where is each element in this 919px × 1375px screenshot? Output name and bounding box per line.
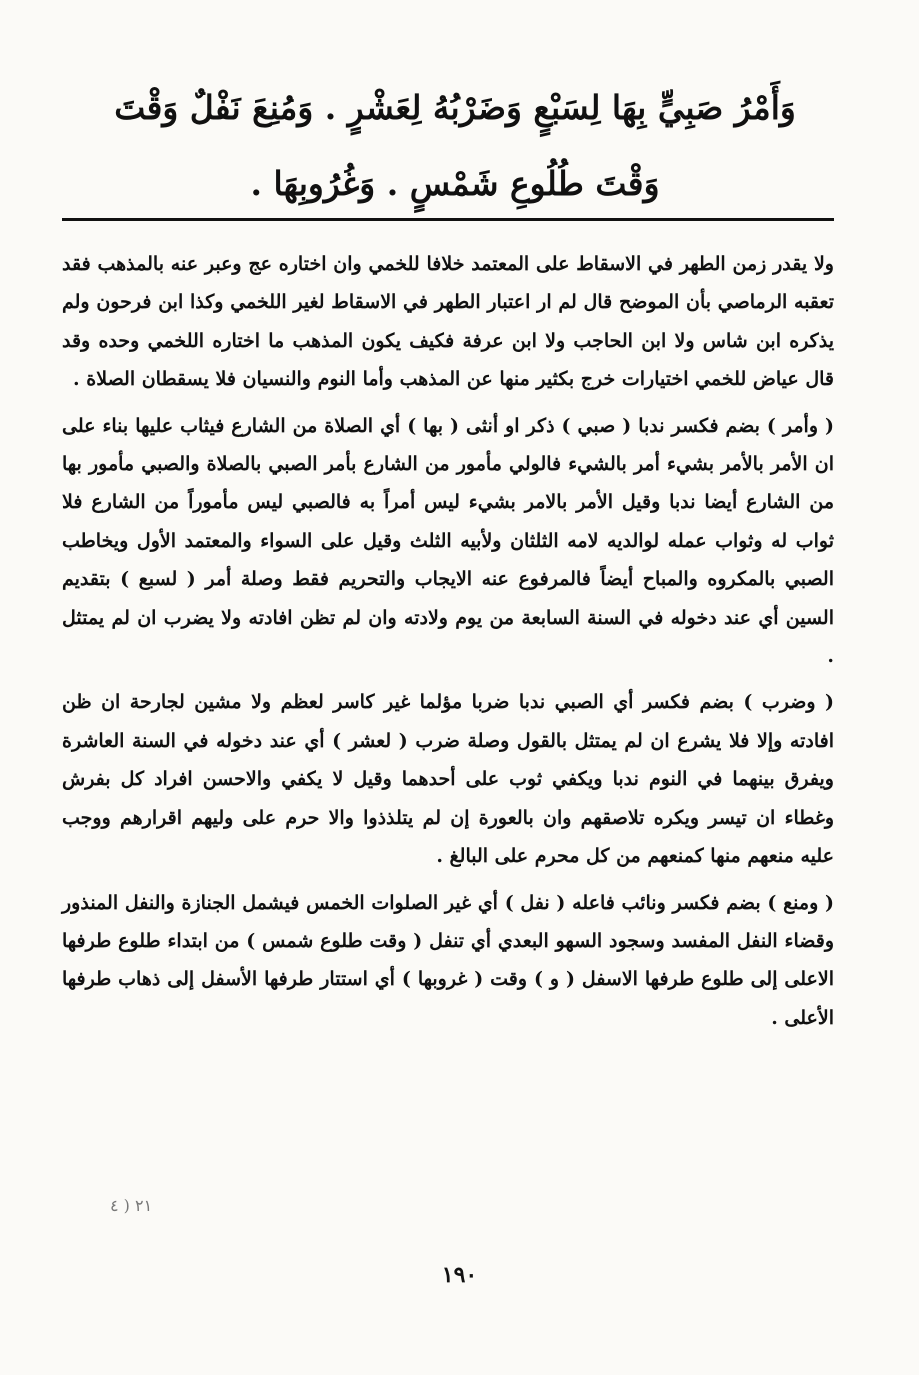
paragraph-prohibited-times: ( ومنع ) بضم فكسر ونائب فاعله ( نفل ) أي غير الصلوات الخمس فيشمل الجنازة والنفل المنذور وقضاء النفل المفسد وسجود السهو البعدي أي تنفل ( وقت طلوع شمس ) من ابتداء طلوع طرفها الاعلى إلى طلوع طرفها الاسفل ( و ) وقت ( غروبها ) أي استتار طرفها الأسفل إلى ذهاب طرفها الأعلى . <box>62 891 834 1029</box>
paragraph-purity-period: ولا يقدر زمن الطهر في الاسقاط على المعتمد خلافا للخمي وان اختاره عج وعبر عنه بالمذهب فقد تعقبه الرماصي بأن الموضح قال لم ار اعتبار الطهر في الاسقاط لغير اللخمي وكذا ابن فرحون ولم يذكره ابن شاس ولا ابن الحاجب ولا ابن عرفة فكيف يكون المذهب ما اختاره اللخمي وحده وقد قال عياض للخمي اختيارات خرج بكثير منها عن المذهب وأما النوم والنسيان فلا يسقطان الصلاة . <box>62 253 834 391</box>
paragraph-commanding-child: ( وأمر ) بضم فكسر ندبا ( صبي ) ذكر او أنثى ( بها ) أي الصلاة من الشارع فيثاب عليها بناء على ان الأمر بالأمر بشيء أمر بالشيء فالولي مأمور من الشارع بأمر الصبي بالصلاة والصبي مأمور بها من الشارع أيضا ندبا وقيل الأمر بالامر بشيء ليس أمراً به فالصبي ليس مأموراً من الشارع فلا ثواب له وثواب عمله لوالديه لامه الثلثان ولأبيه الثلث وقيل على السواء والمعتمد الأول ويخاطب الصبي بالمكروه والمباح أيضاً فالمرفوع عنه الايجاب والتحريم فقط وصلة أمر ( لسبع ) بتقديم السين أي عند دخوله في السنة السابعة من يوم ولادته وان لم تظن افادته ولا يضرب ان لم يمتثل . <box>62 414 834 668</box>
verse-line-2: وَقْتَ طُلُوعِ شَمْسٍ . وَغُرُوبِهَا . <box>250 164 660 203</box>
matn-verse-header <box>70 70 840 222</box>
header-divider <box>62 218 834 221</box>
paragraph-striking-child: ( وضرب ) بضم فكسر أي الصبي ندبا ضربا مؤلما غير كاسر لعظم ولا مشين لجارحة ان ظن افادته وإلا فلا يشرع ان لم يمتثل بالقول وصلة ضرب ( لعشر ) أي عند دخوله في السنة العاشرة ويفرق بينهما في النوم ندبا ويكفي ثوب على أحدهما وقيل لا يكفي والاحسن افراد كل بفرش وغطاء ان تيسر ويكره تلاصقهم وان بالعورة إن لم يتلذذوا والا حرم على وليهم اقرارهم ووجب عليه منعهم منها كمنعهم من كل محرم على البالغ . <box>62 691 834 868</box>
commentary-body <box>62 245 834 1037</box>
margin-annotation: ٢١ ( ٤ <box>110 1196 153 1215</box>
verse-line-1: وَأَمْرُ صَبِيٍّ بِهَا لِسَبْعٍ وَضَرْبُهُ لِعَشْرٍ . وَمُنِعَ نَفْلٌ وَقْتَ <box>114 88 796 127</box>
page-number: ١٩٠ <box>441 1262 478 1288</box>
